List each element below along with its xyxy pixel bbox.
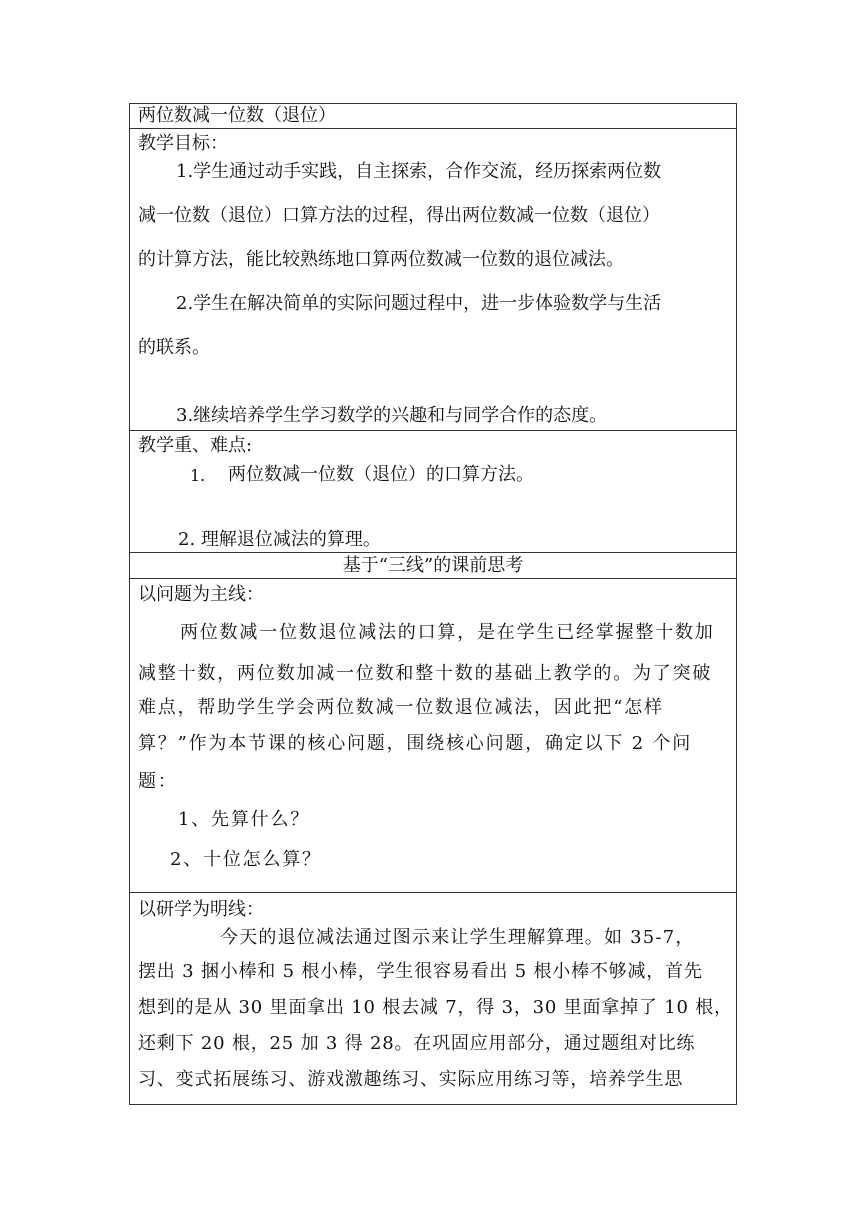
title-row — [130, 104, 736, 128]
research-para-5: 习、变式拓展练习、游戏激趣练习、实际应用练习等，培养学生思 — [138, 1069, 684, 1090]
main-line-para-2: 减整十数，两位数加减一位数和整十数的基础上教学的。为了突破 — [138, 663, 713, 684]
key-point-1-text: 两位数减一位数（退位）的口算方法。 — [228, 464, 534, 485]
goal-1-line-1: 1.学生通过动手实践，自主探索，合作交流，经历探索两位数 — [176, 161, 662, 182]
main-line-para-1: 两位数减一位数退位减法的口算，是在学生已经掌握整十数加 — [180, 622, 715, 643]
goals-row — [130, 128, 736, 430]
lesson-table — [129, 103, 737, 1105]
goal-2-line-1: 2.学生在解决简单的实际问题过程中，进一步体验数学与生活 — [176, 293, 662, 314]
goal-1-line-2: 减一位数（退位）口算方法的过程，得出两位数减一位数（退位） — [138, 205, 660, 226]
research-para-1: 今天的退位减法通过图示来让学生理解算理。如 35-7， — [220, 927, 695, 948]
key-point-2: 2. 理解退位减法的算理。 — [178, 529, 381, 550]
main-line-row — [130, 578, 736, 892]
research-line-row — [130, 892, 736, 1104]
main-line-para-4: 算？”作为本节课的核心问题，围绕核心问题，确定以下 2 个问 — [138, 733, 693, 754]
goal-2-line-2: 的联系。 — [138, 337, 210, 358]
main-line-heading: 以问题为主线： — [138, 584, 264, 605]
goals-heading: 教学目标： — [138, 133, 228, 154]
section-title: 基于“三线”的课前思考 — [342, 555, 524, 576]
question-2: 2、十位怎么算？ — [170, 849, 322, 870]
key-points-heading: 教学重、难点: — [138, 435, 253, 456]
key-point-1-number: 1. — [190, 466, 206, 485]
research-para-4: 还剩下 20 根，25 加 3 得 28。在巩固应用部分，通过题组对比练 — [138, 1033, 696, 1054]
goal-3: 3.继续培养学生学习数学的兴趣和与同学合作的态度。 — [176, 405, 608, 426]
main-line-para-5: 题： — [138, 771, 178, 792]
research-para-3: 想到的是从 30 里面拿出 10 根去减 7，得 3，30 里面拿掉了 10 根， — [138, 997, 733, 1018]
research-para-2: 摆出 3 捆小棒和 5 根小棒，学生很容易看出 5 根小棒不够减，首先 — [138, 961, 703, 982]
lesson-title: 两位数减一位数（退位） — [138, 105, 336, 126]
goal-1-line-3: 的计算方法，能比较熟练地口算两位数减一位数的退位减法。 — [138, 249, 624, 270]
research-line-heading: 以研学为明线： — [138, 899, 264, 920]
key-points-row — [130, 430, 736, 552]
main-line-para-3: 难点，帮助学生学会两位数减一位数退位减法，因此把“怎样 — [138, 697, 664, 718]
question-1: 1、先算什么？ — [178, 809, 311, 830]
section-title-row — [130, 552, 736, 578]
